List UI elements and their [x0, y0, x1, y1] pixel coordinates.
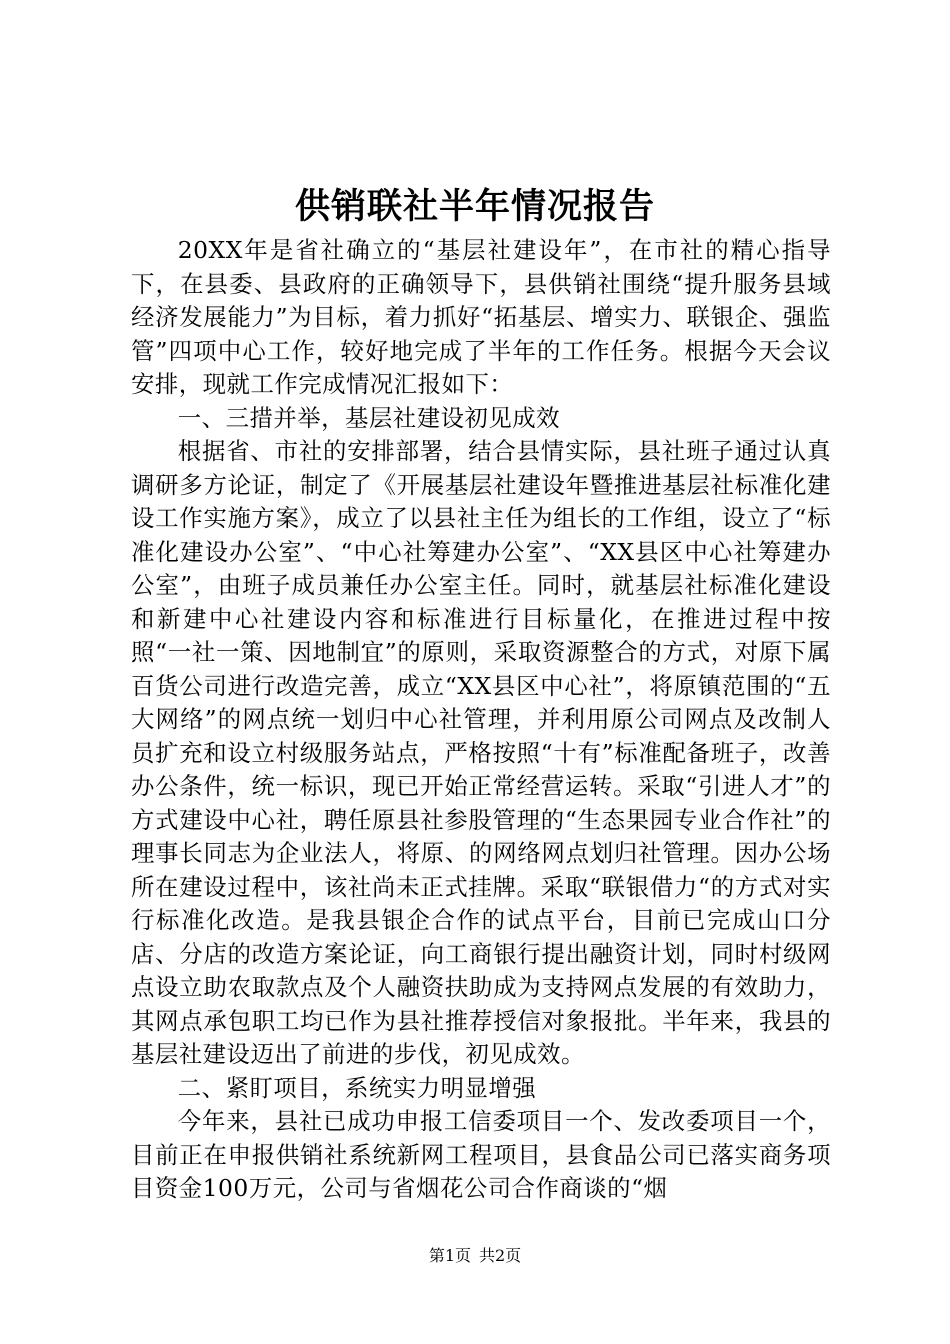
- page-number: 第1页: [428, 1246, 471, 1265]
- document-title: 供销联社半年情况报告: [294, 186, 655, 227]
- page-total: 共2页: [479, 1246, 522, 1265]
- intro-paragraph: 20XX年是省社确立的“基层社建设年”，在市社的精心指导下，在县委、县政府的正确领导下，县供销社围绕“提升服务县域经济发展能力”为目标，着力抓好“拓基层、增实力、联银企、强监管”四项中心工作，较好地完成了半年的工作任务。根据今天会议安排，现就工作完成情况汇报如下：: [131, 236, 831, 398]
- section-heading-1: 一、三措并举，基层社建设初见成效: [177, 403, 561, 432]
- page-footer: [0, 1245, 950, 1267]
- document-body: [131, 234, 831, 1206]
- section-2-paragraph: 今年来，县社已成功申报工信委项目一个、发改委项目一个，目前正在申报供销社系统新网工程项目，县食品公司已落实商务项目资金100万元，公司与省烟花公司合作商谈的“烟: [131, 1107, 831, 1202]
- section-1-paragraph: 根据省、市社的安排部署，结合县情实际，县社班子通过认真调研多方论证，制定了《开展基层社建设年暨推进基层社标准化建设工作实施方案》，成立了以县社主任为组长的工作组，设立了“标准化建设办公室”、“中心社筹建办公室”、“XX县区中心社筹建办公室”，由班子成员兼任办公室主任。同时，就基层社标准化建设和新建中心社建设内容和标准进行目标量化，在推进过程中按照“一社一策、因地制宜”的原则，采取资源整合的方式，对原下属百货公司进行改造完善，成立“XX县区中心社”，将原镇范围的“五大网络”的网点统一划归中心社管理，并利用原公司网点及改制人员扩充和设立村级服务站点，严格按照“十有”标准配备班子，改善办公条件，统一标识，现已开始正常经营运转。采取“引进人才”的方式建设中心社，聘任原县社参股管理的“生态果园专业合作社”的理事长同志为企业法人，将原、的网络网点划归社管理。因办公场所在建设过程中，该社尚未正式挂牌。采取“联银借力“的方式对实行标准化改造。是我县银企合作的试点平台，目前已完成山口分店、分店的改造方案论证，向工商银行提出融资计划，同时村级网点设立助农取款点及个人融资扶助成为支持网点发展的有效助力，其网点承包职工均已作为县社推荐授信对象报批。半年来，我县的基层社建设迈出了前进的步伐，初见成效。: [131, 437, 831, 1068]
- section-heading-2: 二、紧盯项目，系统实力明显增强: [177, 1073, 537, 1102]
